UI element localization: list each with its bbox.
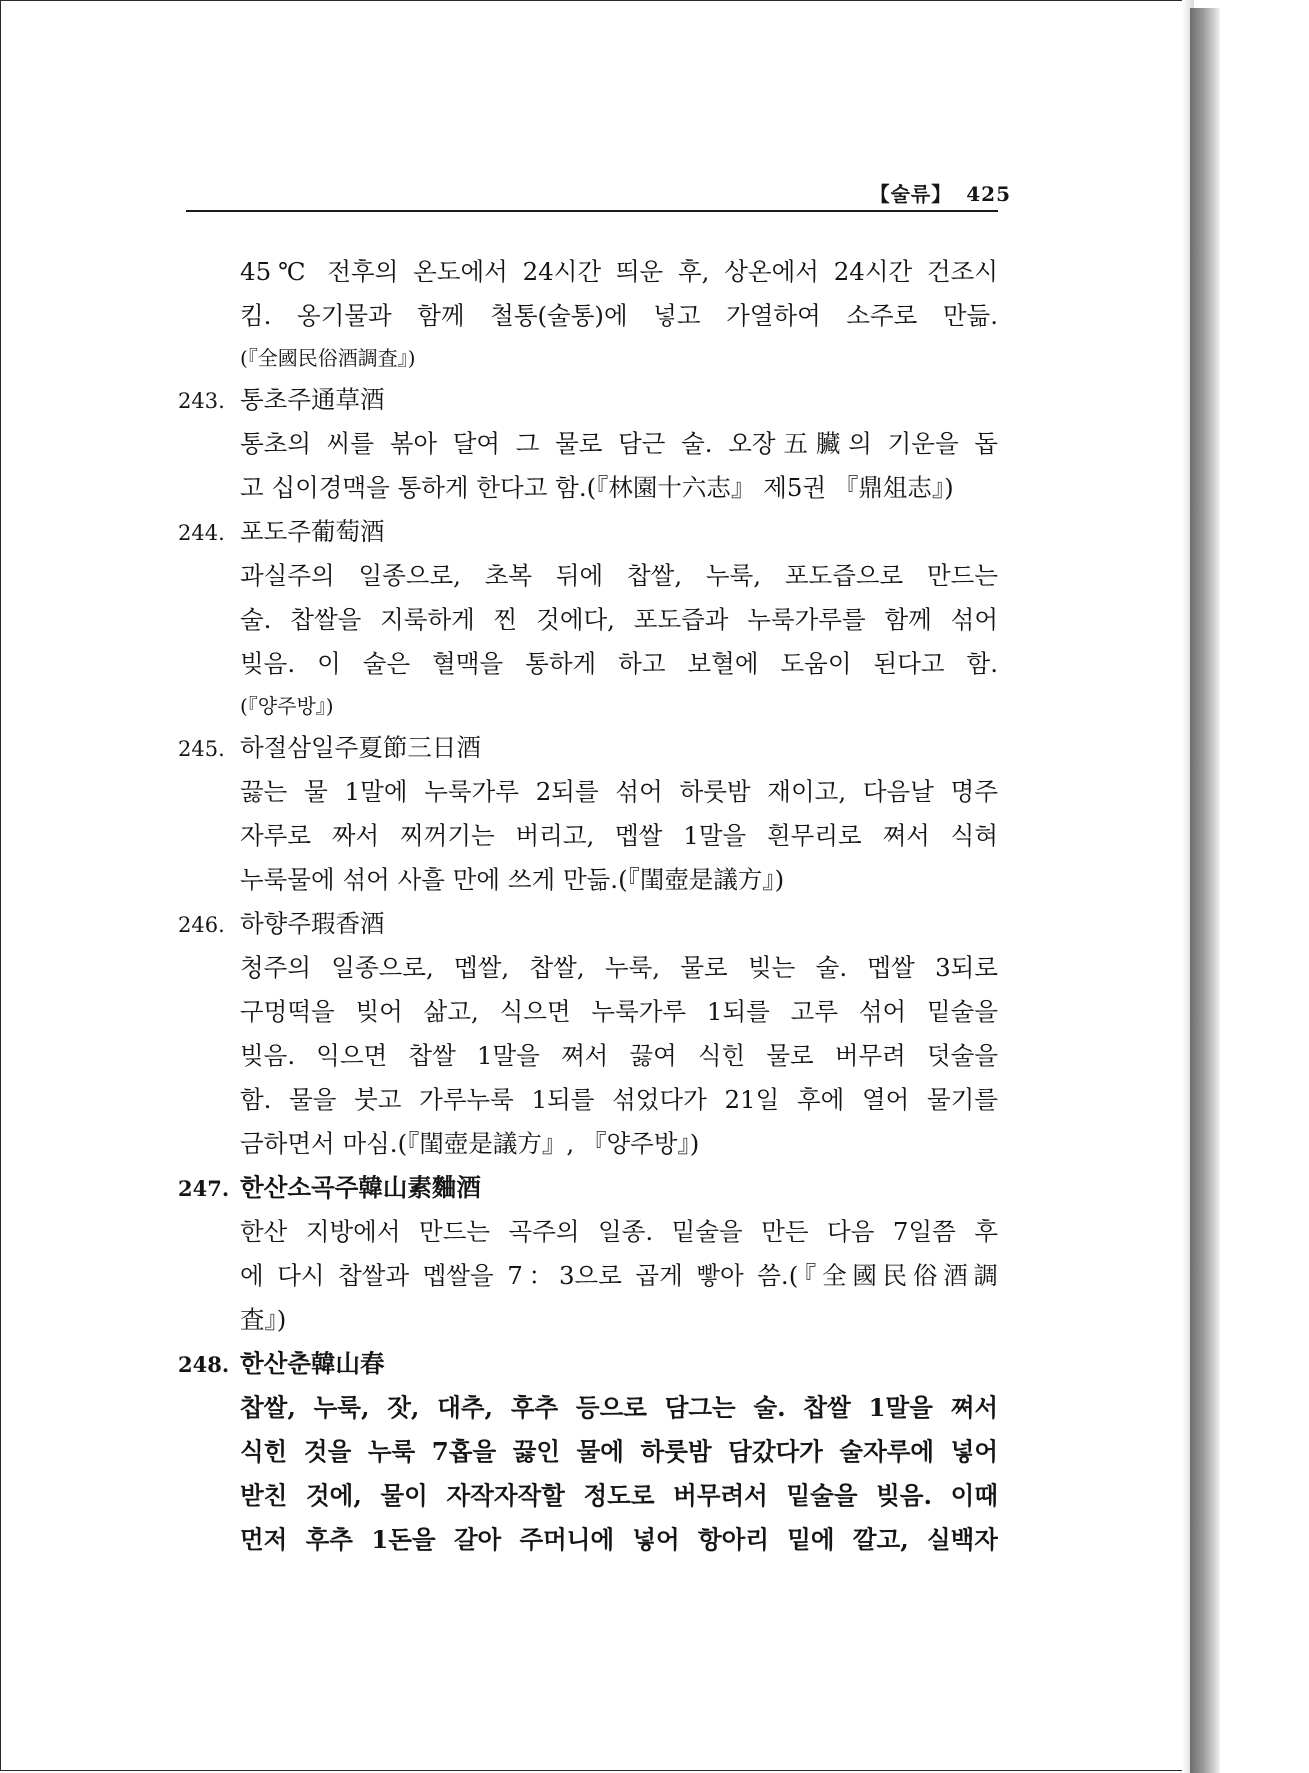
text-line: 함. 물을 붓고 가루누룩 1되를 섞었다가 21일 후에 열어 물기를: [240, 1085, 998, 1114]
entry-title: 하향주瑕香酒: [240, 909, 385, 938]
text-line: 찹쌀, 누룩, 잣, 대추, 후추 등으로 담그는 술. 찹쌀 1말을 쪄서: [240, 1393, 998, 1422]
text-line: 식힌 것을 누룩 7홉을 끓인 물에 하룻밤 담갔다가 술자루에 넣어: [240, 1437, 998, 1466]
entry-body: [178, 422, 998, 510]
text-line: 먼저 후추 1돈을 갈아 주머니에 넣어 항아리 밑에 깔고, 실백자: [240, 1525, 998, 1554]
text-line: 받친 것에, 물이 자작자작할 정도로 버무려서 밑술을 빚음. 이때: [240, 1481, 998, 1510]
text-line: 과실주의 일종으로, 초복 뒤에 찹쌀, 누룩, 포도즙으로 만드는: [240, 561, 998, 590]
text-line: 고 십이경맥을 통하게 한다고 함.(『林園十六志』 제5권 『鼎俎志』): [240, 473, 954, 502]
text-line: 누룩물에 섞어 사흘 만에 쓰게 만듦.(『閨壺是議方』): [240, 865, 785, 894]
text-line: 킴. 옹기물과 함께 철통(술통)에 넣고 가열하여 소주로 만듦.: [240, 301, 998, 330]
entry-heading: [178, 378, 998, 422]
page-number: 425: [966, 182, 1011, 206]
entry-heading: [178, 726, 998, 770]
continued-text: [178, 250, 998, 378]
entry-body: [178, 946, 998, 1166]
entry-title: 한산소곡주韓山素麯酒: [240, 1173, 481, 1202]
running-head-section: 【술류】: [869, 182, 953, 206]
entry-title: 하절삼일주夏節三日酒: [240, 733, 481, 762]
entry-number: 248.: [178, 1352, 230, 1377]
entry-body: [178, 770, 998, 902]
entry-title: 통초주通草酒: [240, 385, 385, 414]
text-line: 술. 찹쌀을 지룩하게 찐 것에다, 포도즙과 누룩가루를 함께 섞어: [240, 605, 998, 634]
text-line: 빚음. 익으면 찹쌀 1말을 쪄서 끓여 식힌 물로 버무려 덧술을: [240, 1041, 998, 1070]
text-line: 査』): [240, 1305, 287, 1334]
entry-number: 247.: [178, 1176, 230, 1201]
text-line: 구멍떡을 빚어 삶고, 식으면 누룩가루 1되를 고루 섞어 밑술을: [240, 997, 998, 1026]
running-head: [870, 178, 1011, 207]
text-line: 에 다시 찹쌀과 멥쌀을 7：3으로 곱게 빻아 씀.(『全國民俗酒調: [240, 1261, 998, 1290]
entry-title: 포도주葡萄酒: [240, 517, 385, 546]
entry-body: [178, 1210, 998, 1342]
entry-heading: [178, 902, 998, 946]
text-line: 통초의 씨를 볶아 달여 그 물로 담근 술. 오장五臟의 기운을 돕: [240, 429, 998, 458]
page-shadow: [1190, 8, 1220, 1773]
text-line: 한산 지방에서 만드는 곡주의 일종. 밑술을 만든 다음 7일쯤 후: [240, 1217, 998, 1246]
entry-body: [178, 1386, 998, 1562]
text-line: 끓는 물 1말에 누룩가루 2되를 섞어 하룻밤 재이고, 다음날 명주: [240, 777, 998, 806]
entry-number: 245.: [178, 737, 225, 761]
text-line: 45℃ 전후의 온도에서 24시간 띄운 후, 상온에서 24시간 건조시: [240, 257, 998, 286]
entry-title: 한산춘韓山春: [240, 1349, 385, 1378]
entry-number: 246.: [178, 913, 225, 937]
entry-heading: [178, 1166, 998, 1210]
entry-heading: [178, 1342, 998, 1386]
entry-number: 244.: [178, 521, 225, 545]
text-line: 금하면서 마심.(『閨壺是議方』, 『양주방』): [240, 1129, 700, 1158]
text-line: 자루로 짜서 찌꺼기는 버리고, 멥쌀 1말을 흰무리로 쪄서 식혀: [240, 821, 998, 850]
entry-number: 243.: [178, 389, 225, 413]
text-line: 청주의 일종으로, 멥쌀, 찹쌀, 누룩, 물로 빚는 술. 멥쌀 3되로: [240, 953, 998, 982]
entry-heading: [178, 510, 998, 554]
source-citation: (『全國民俗酒調査』): [240, 346, 416, 370]
page-content: [178, 250, 998, 1562]
source-citation: (『양주방』): [240, 694, 334, 718]
entry-body: [178, 554, 998, 726]
header-rule: [186, 210, 998, 212]
text-line: 빚음. 이 술은 혈맥을 통하게 하고 보혈에 도움이 된다고 함.: [240, 649, 998, 678]
